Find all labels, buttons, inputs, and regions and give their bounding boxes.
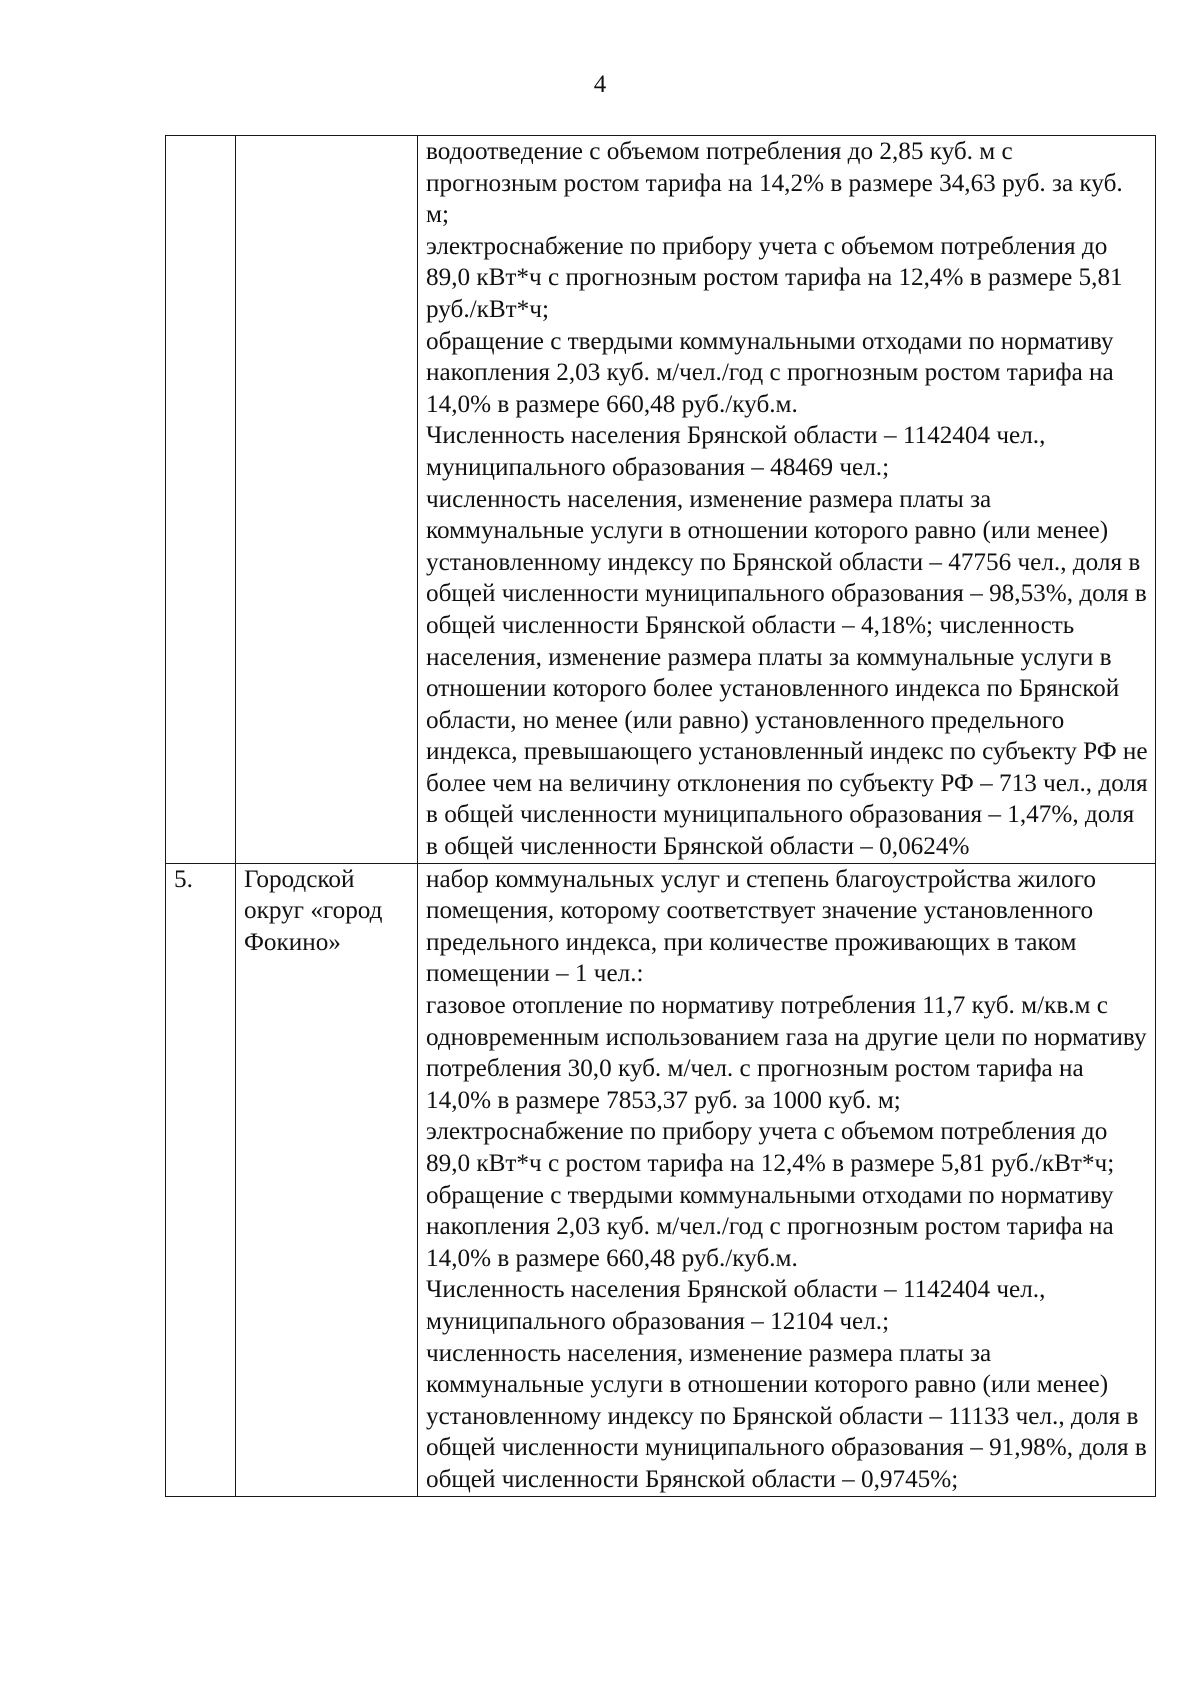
table-row bbox=[166, 136, 1156, 864]
description-paragraph: электроснабжение по прибору учета с объемом потребления до 89,0 кВт*ч с ростом тарифа на 12,4% в размере 5,81 руб./кВт*ч; bbox=[426, 1118, 1115, 1177]
description-paragraph: обращение с твердыми коммунальными отходами по нормативу накопления 2,03 куб. м/чел./год с прогнозным ростом тарифа на 14,0% в размере 660,48 руб./куб.м. bbox=[426, 1181, 1114, 1272]
municipality-name-cell: Городской округ «город Фокино» bbox=[236, 863, 418, 1496]
description-paragraph: численность населения, изменение размера платы за коммунальные услуги в отношении которого равно (или менее) установленному индексу по Брянской области – 11133 чел., доля в общей численности муниципального образования – 91,98%, доля в общей численности Брянской области – 0,9745%; bbox=[426, 1339, 1147, 1493]
description-cell bbox=[418, 863, 1156, 1496]
description-cell bbox=[418, 136, 1156, 864]
table-row bbox=[166, 863, 1156, 1496]
row-number-cell bbox=[166, 136, 236, 864]
description-paragraph: обращение с твердыми коммунальными отходами по нормативу накопления 2,03 куб. м/чел./год с прогнозным ростом тарифа на 14,0% в размере 660,48 руб./куб.м. bbox=[426, 327, 1114, 418]
description-paragraph: газовое отопление по нормативу потребления 11,7 куб. м/кв.м с одновременным использованием газа на другие цели по нормативу потребления 30,0 куб. м/чел. с прогнозным ростом тарифа на 14,0% в размере 7853,37 руб. за 1000 куб. м; bbox=[426, 992, 1147, 1114]
description-paragraph: численность населения, изменение размера платы за коммунальные услуги в отношении которого равно (или менее) установленному индексу по Брянской области – 47756 чел., доля в общей численности муниципального образования – 98,53%, доля в общей численности Брянской области – 4,18%; численность населения, изменение размера платы за коммунальные услуги в отношении которого более установленного индекса по Брянской области, но менее (или равно) установленного предельного индекса, превышающего установленный индекс по субъекту РФ не более чем на величину отклонения по субъекту РФ – 713 чел., доля в общей численности муниципального образования – 1,47%, доля в общей численности Брянской области – 0,0624% bbox=[426, 485, 1148, 861]
municipal-index-table bbox=[165, 135, 1156, 1497]
description-paragraph: Численность населения Брянской области – 1142404 чел., муниципального образования – 48469 чел.; bbox=[426, 422, 1046, 481]
description-paragraph: водоотведение с объемом потребления до 2,85 куб. м с прогнозным ростом тарифа на 14,2% в размере 34,63 руб. за куб. м; bbox=[426, 138, 1123, 229]
row-number-cell: 5. bbox=[166, 863, 236, 1496]
description-paragraph: электроснабжение по прибору учета с объемом потребления до 89,0 кВт*ч с прогнозным ростом тарифа на 12,4% в размере 5,81 руб./кВт*ч; bbox=[426, 232, 1123, 323]
description-paragraph: Численность населения Брянской области – 1142404 чел., муниципального образования – 12104 чел.; bbox=[426, 1276, 1046, 1335]
page-number: 4 bbox=[593, 71, 607, 98]
description-paragraph: набор коммунальных услуг и степень благоустройства жилого помещения, которому соответствует значение установленного предельного индекса, при количестве проживающих в таком помещении – 1 чел.: bbox=[426, 865, 1096, 988]
municipality-name-cell bbox=[236, 136, 418, 864]
